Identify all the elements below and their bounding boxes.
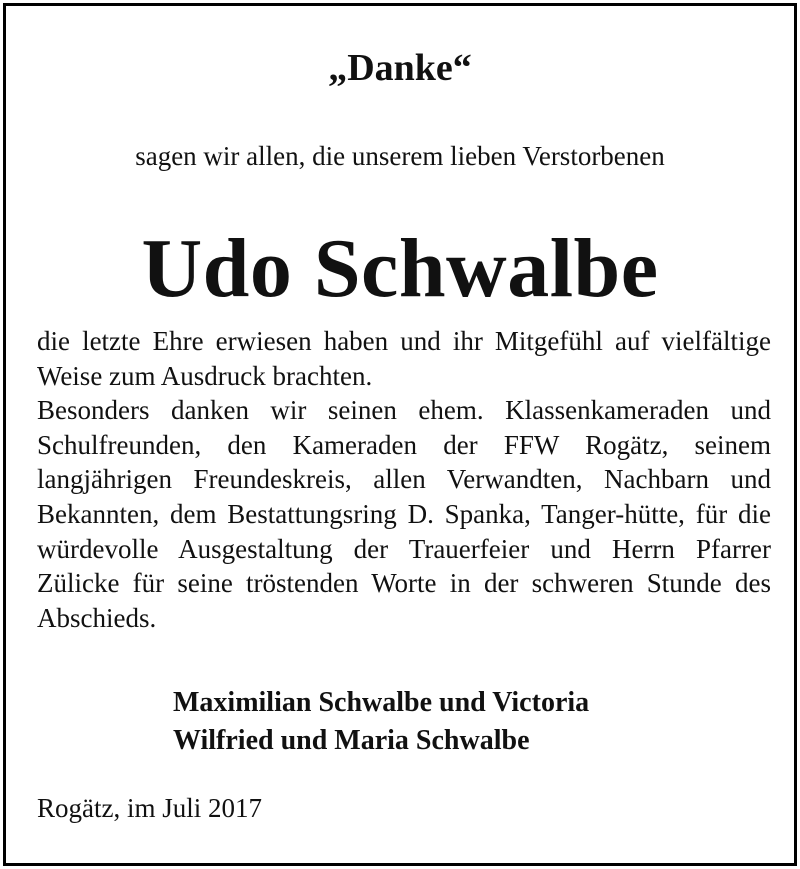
signers-block [173, 684, 589, 760]
thanks-paragraph-2: Besonders danken wir seinen ehem. Klassenkameraden und Schulfreunden, den Kameraden der FFW Rogätz, seinem langjährigen Freundeskreis, allen Verwandten, Nachbarn und Bekannten, dem Bestattungsring D. Spanka, Tanger-hütte, für die würdevolle Ausgestaltung der Trauerfeier und Herrn Pfarrer Zülicke für seine tröstenden Worte in der schweren Stunde des Abschieds. [37, 395, 771, 633]
place-and-date: Rogätz, im Juli 2017 [37, 793, 262, 823]
signer-line-1: Maximilian Schwalbe und Victoria [173, 687, 590, 718]
signer-line-2: Wilfried und Maria Schwalbe [173, 725, 530, 756]
notice-border-frame [3, 3, 797, 866]
notice-heading: „Danke“ [328, 47, 472, 89]
thanks-body [37, 324, 771, 635]
thanks-paragraph-1: die letzte Ehre erwiesen haben und ihr Mitgefühl auf vielfältige Weise zum Ausdruck brachten. [37, 326, 771, 391]
deceased-name: Udo Schwalbe [141, 222, 659, 315]
intro-line: sagen wir allen, die unserem lieben Verstorbenen [135, 141, 665, 171]
